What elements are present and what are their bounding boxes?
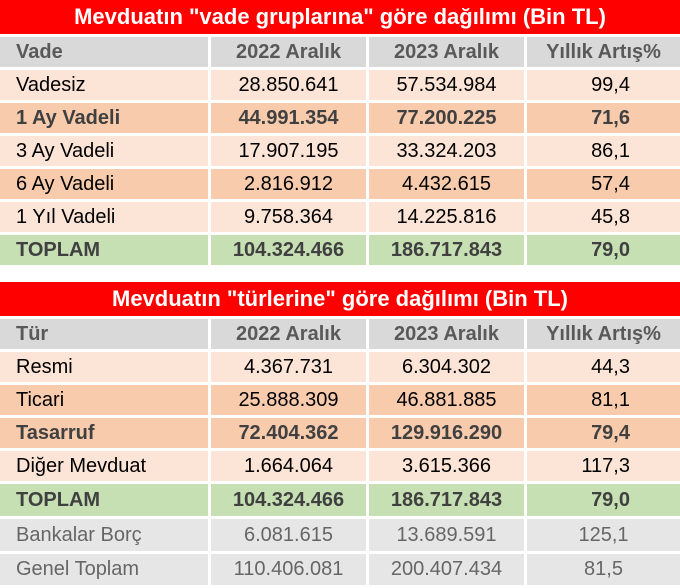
value-growth: 79,4 [527, 418, 680, 451]
row-label: Vadesiz [0, 70, 211, 103]
value-2022: 44.991.354 [211, 103, 369, 136]
value-2023: 3.615.366 [369, 451, 527, 484]
table-row [0, 451, 680, 484]
value-growth: 117,3 [527, 451, 680, 484]
value-2022: 6.081.615 [211, 519, 369, 554]
value-2022: 25.888.309 [211, 385, 369, 418]
total-2023: 186.717.843 [369, 235, 527, 268]
table-row [0, 103, 680, 136]
table-row [0, 169, 680, 202]
value-2022: 2.816.912 [211, 169, 369, 202]
column-header-growth: Yıllık Artış% [527, 37, 680, 70]
value-2023: 14.225.816 [369, 202, 527, 235]
table-row [0, 385, 680, 418]
column-header-2022: 2022 Aralık [211, 37, 369, 70]
row-label: Bankalar Borç [0, 519, 211, 554]
total-growth: 79,0 [527, 235, 680, 268]
value-2023: 4.432.615 [369, 169, 527, 202]
column-header-growth: Yıllık Artış% [527, 319, 680, 352]
value-2022: 1.664.064 [211, 451, 369, 484]
value-2023: 77.200.225 [369, 103, 527, 136]
total-label: TOPLAM [0, 484, 211, 519]
total-2023: 186.717.843 [369, 484, 527, 519]
value-growth: 81,5 [527, 554, 680, 588]
value-2022: 17.907.195 [211, 136, 369, 169]
value-growth: 45,8 [527, 202, 680, 235]
column-header-tur: Tür [0, 319, 211, 352]
row-label: Genel Toplam [0, 554, 211, 588]
table1-total-row [0, 235, 680, 268]
value-2023: 13.689.591 [369, 519, 527, 554]
column-header-2022: 2022 Aralık [211, 319, 369, 352]
table-row [0, 519, 680, 554]
table-row [0, 136, 680, 169]
table2-header-row [0, 319, 680, 352]
row-label: 3 Ay Vadeli [0, 136, 211, 169]
value-growth: 71,6 [527, 103, 680, 136]
table-row [0, 352, 680, 385]
table-row [0, 202, 680, 235]
total-2022: 104.324.466 [211, 484, 369, 519]
value-2022: 28.850.641 [211, 70, 369, 103]
value-2023: 129.916.290 [369, 418, 527, 451]
value-2022: 72.404.362 [211, 418, 369, 451]
column-header-vade: Vade [0, 37, 211, 70]
value-2023: 6.304.302 [369, 352, 527, 385]
table1-title: Mevduatın "vade gruplarına" göre dağılımı (Bin TL) [0, 0, 680, 34]
column-header-2023: 2023 Aralık [369, 37, 527, 70]
table2-title: Mevduatın "türlerine" göre dağılımı (Bin TL) [0, 282, 680, 316]
column-header-2023: 2023 Aralık [369, 319, 527, 352]
total-2022: 104.324.466 [211, 235, 369, 268]
value-2023: 57.534.984 [369, 70, 527, 103]
value-2022: 9.758.364 [211, 202, 369, 235]
total-growth: 79,0 [527, 484, 680, 519]
row-label: Ticari [0, 385, 211, 418]
row-label: 1 Ay Vadeli [0, 103, 211, 136]
table1-header-row [0, 37, 680, 70]
row-label: Tasarruf [0, 418, 211, 451]
table2-total-row [0, 484, 680, 519]
table-row [0, 418, 680, 451]
row-label: 1 Yıl Vadeli [0, 202, 211, 235]
value-2023: 33.324.203 [369, 136, 527, 169]
value-growth: 44,3 [527, 352, 680, 385]
value-growth: 125,1 [527, 519, 680, 554]
table-row [0, 70, 680, 103]
value-growth: 86,1 [527, 136, 680, 169]
value-2022: 4.367.731 [211, 352, 369, 385]
value-growth: 99,4 [527, 70, 680, 103]
row-label: Diğer Mevduat [0, 451, 211, 484]
value-2022: 110.406.081 [211, 554, 369, 588]
row-label: Resmi [0, 352, 211, 385]
value-growth: 57,4 [527, 169, 680, 202]
value-2023: 46.881.885 [369, 385, 527, 418]
total-label: TOPLAM [0, 235, 211, 268]
value-2023: 200.407.434 [369, 554, 527, 588]
row-label: 6 Ay Vadeli [0, 169, 211, 202]
value-growth: 81,1 [527, 385, 680, 418]
table-row [0, 554, 680, 588]
